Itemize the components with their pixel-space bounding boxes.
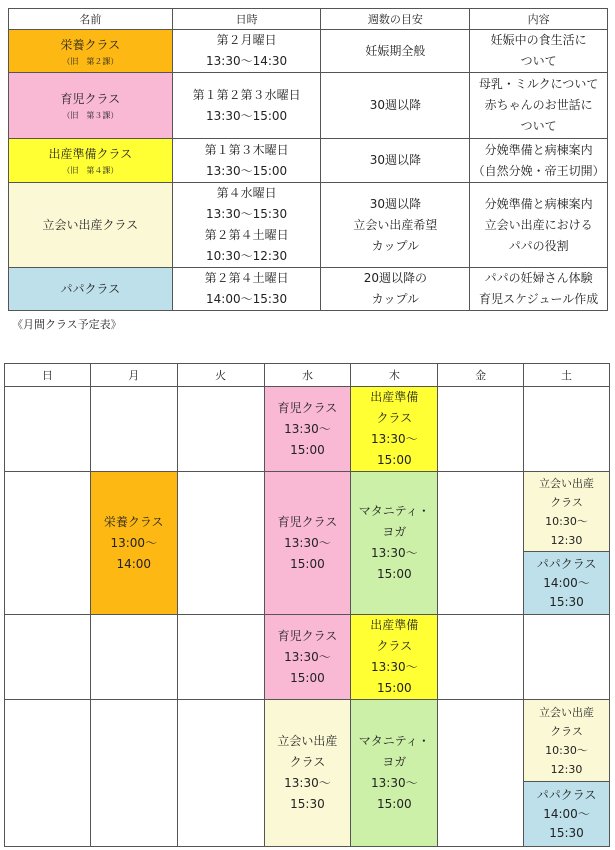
class-name: 育児クラス (60, 92, 121, 106)
class-info-table (8, 8, 608, 311)
class-weeks-cell (321, 183, 470, 268)
class-time-cell (172, 139, 321, 183)
class-name-cell (9, 30, 173, 73)
weeks-line: 30週以降 (369, 98, 421, 112)
table-row (9, 139, 608, 183)
event-line: クラス (550, 495, 583, 509)
event-line: 立会い出産 (539, 476, 595, 490)
event-line: 育児クラス (277, 400, 338, 415)
calendar-week (5, 700, 610, 847)
table-row (9, 268, 608, 311)
weeks-line: カップル (371, 292, 420, 306)
time-line: 13:30～15:30 (206, 207, 288, 221)
event-line: 15:00 (290, 442, 325, 457)
calendar-day-cell (438, 387, 524, 472)
content-line: 立会い出産における (484, 217, 593, 232)
calendar-day-cell (5, 387, 91, 472)
event-line: 15:30 (549, 594, 584, 609)
class-time-cell (172, 30, 321, 73)
calendar-event-papa[interactable] (524, 552, 609, 614)
event-line: 13:30～ (284, 776, 331, 790)
content-line: ついて (520, 54, 557, 68)
event-line: 15:00 (377, 681, 412, 695)
calendar-day-cell (5, 700, 91, 847)
event-line: 育児クラス (277, 514, 338, 529)
header-name: 名前 (9, 9, 173, 30)
class-weeks-cell (321, 73, 470, 139)
time-line: 13:30～15:00 (206, 108, 288, 123)
event-line: 13:30～ (371, 432, 418, 446)
calendar-day-cell (90, 700, 177, 847)
header-weeks: 週数の目安 (321, 9, 470, 30)
calendar-day-cell (5, 472, 91, 615)
event-line: 15:00 (290, 670, 325, 685)
class-weeks-cell (321, 268, 470, 311)
event-line: 14:00～ (543, 806, 590, 821)
content-line: ついて (520, 119, 557, 133)
calendar-day-cell (438, 615, 524, 700)
time-line: 第１第２第３水曜日 (192, 87, 301, 102)
calendar-week (5, 615, 610, 700)
content-line: パパの妊婦さん体験 (484, 271, 593, 285)
class-sub: （旧 第４課） (62, 166, 119, 175)
event-line: パパクラス (536, 556, 597, 571)
calendar-event-papa[interactable] (524, 782, 609, 846)
event-line: マタニティ・ (358, 504, 430, 518)
calendar-event-shussan-junbi[interactable] (351, 615, 438, 700)
time-line: 第４水曜日 (216, 186, 277, 200)
event-line: 13:00～ (110, 535, 158, 550)
event-line: 立会い出産 (539, 705, 595, 719)
header-datetime: 日時 (172, 9, 321, 30)
event-line: 15:30 (549, 825, 584, 840)
calendar-week (5, 472, 610, 615)
event-line: 13:30～ (371, 660, 418, 674)
class-name: パパクラス (60, 281, 121, 296)
class-name: 立会い出産クラス (42, 217, 139, 232)
event-line: 出産準備 (370, 390, 419, 404)
weeks-line: カップル (371, 238, 420, 253)
calendar-day-cell (90, 615, 177, 700)
event-line: 13:30～ (371, 546, 418, 560)
event-line: 15:00 (377, 453, 412, 467)
event-line: 出産準備 (370, 618, 419, 632)
time-line: 10:30～12:30 (206, 249, 288, 263)
time-line: 13:30～15:00 (206, 163, 288, 178)
calendar-day-cell (524, 615, 610, 700)
calendar-header-row (5, 364, 610, 387)
day-header-tue: 火 (177, 364, 264, 387)
calendar-event-maternity-yoga[interactable] (351, 700, 438, 847)
content-line: 妊娠中の食生活に (490, 33, 587, 47)
calendar-event-maternity-yoga[interactable] (351, 472, 438, 615)
calendar-event-ikuji[interactable] (264, 387, 351, 472)
event-line: 13:30～ (284, 535, 331, 550)
calendar-day-cell (438, 472, 524, 615)
calendar-event-ikuji[interactable] (264, 472, 351, 615)
calendar-event-shussan-junbi[interactable] (351, 387, 438, 472)
content-line: パパの役割 (508, 238, 569, 253)
calendar-event-ikuji[interactable] (264, 615, 351, 700)
calendar-day-cell (90, 387, 177, 472)
event-line: 12:30 (550, 533, 583, 547)
calendar-event-tachiai[interactable] (524, 700, 609, 782)
class-sub: （旧 第２課） (62, 56, 119, 66)
monthly-calendar (4, 363, 610, 847)
calendar-day-cell (177, 615, 264, 700)
time-line: 第１第３木曜日 (204, 142, 289, 157)
class-time-cell (172, 73, 321, 139)
content-line: 分娩準備と病棟案内 (484, 196, 593, 211)
day-header-fri: 金 (438, 364, 524, 387)
time-line: 14:00～15:30 (206, 292, 288, 306)
content-line: （自然分娩・帝王切開） (472, 163, 605, 178)
calendar-day-cell (438, 700, 524, 847)
event-line: 15:00 (290, 556, 325, 571)
calendar-day-cell (177, 472, 264, 615)
event-line: マタニティ・ (358, 734, 430, 748)
day-header-thu: 木 (351, 364, 438, 387)
class-content-cell (470, 30, 608, 73)
weeks-line: 30週以降 (369, 153, 421, 167)
event-line: 12:30 (550, 762, 583, 776)
class-name-cell (9, 183, 173, 268)
event-line: 15:00 (377, 797, 412, 811)
event-line: クラス (289, 755, 326, 769)
time-line: 第２月曜日 (216, 33, 277, 47)
calendar-event-tachiai[interactable] (264, 700, 351, 847)
header-content: 内容 (470, 9, 608, 30)
event-line: 10:30～ (545, 514, 588, 528)
day-header-mon: 月 (90, 364, 177, 387)
event-line: ヨガ (382, 755, 407, 769)
class-content-cell (470, 73, 608, 139)
class-time-cell (172, 183, 321, 268)
calendar-event-tachiai[interactable] (524, 472, 609, 552)
day-header-sat: 土 (524, 364, 610, 387)
content-line: 育児スケジュール作成 (478, 292, 599, 306)
calendar-day-cell (177, 387, 264, 472)
content-line: 母乳・ミルクについて (478, 77, 599, 91)
event-line: 14:00～ (543, 575, 590, 590)
event-line: クラス (550, 724, 583, 738)
class-content-cell (470, 268, 608, 311)
event-line: 10:30～ (545, 743, 588, 757)
event-line: クラス (376, 411, 413, 425)
weeks-line: 20週以降の (363, 271, 427, 285)
table-row (9, 73, 608, 139)
event-line: 13:30～ (284, 421, 331, 436)
class-name-cell (9, 73, 173, 139)
time-line: 第２第４土曜日 (204, 228, 289, 242)
weeks-line: 立会い出産希望 (353, 217, 438, 232)
class-time-cell (172, 268, 321, 311)
event-line: 13:30～ (371, 776, 418, 790)
content-line: 分娩準備と病棟案内 (484, 142, 593, 157)
schedule-caption: 《月間クラス予定表》 (12, 318, 122, 331)
class-name: 出産準備クラス (48, 147, 133, 161)
event-line: 育児クラス (277, 628, 338, 643)
event-line: ヨガ (382, 525, 407, 539)
weeks-line: 30週以降 (369, 196, 421, 211)
class-content-cell (470, 183, 608, 268)
event-line: 15:30 (290, 797, 325, 811)
calendar-day-cell (5, 615, 91, 700)
table-row (9, 30, 608, 73)
event-line: 14:00 (116, 556, 152, 571)
calendar-sat-cell (524, 700, 610, 847)
time-line: 13:30～14:30 (206, 54, 288, 68)
event-line: 15:00 (377, 567, 412, 581)
table-row (9, 183, 608, 268)
day-header-sun: 日 (5, 364, 91, 387)
event-line: 栄養クラス (103, 514, 164, 529)
calendar-day-cell (524, 387, 610, 472)
time-line: 第２第４土曜日 (204, 271, 289, 285)
event-line: パパクラス (536, 787, 597, 802)
weeks-line: 妊娠期全般 (365, 43, 426, 58)
class-name: 栄養クラス (60, 37, 121, 52)
event-line: 立会い出産 (277, 734, 338, 748)
day-header-wed: 水 (264, 364, 351, 387)
class-name-cell (9, 139, 173, 183)
class-content-cell (470, 139, 608, 183)
table-header-row (9, 9, 608, 30)
class-weeks-cell (321, 139, 470, 183)
content-line: 赤ちゃんのお世話に (484, 98, 593, 112)
calendar-event-eiyou[interactable] (90, 472, 177, 615)
event-line: 13:30～ (284, 649, 331, 664)
calendar-sat-cell (524, 472, 610, 615)
calendar-week (5, 387, 610, 472)
calendar-day-cell (177, 700, 264, 847)
class-sub: （旧 第３課） (62, 111, 119, 120)
class-weeks-cell (321, 30, 470, 73)
class-name-cell (9, 268, 173, 311)
event-line: クラス (376, 639, 413, 653)
